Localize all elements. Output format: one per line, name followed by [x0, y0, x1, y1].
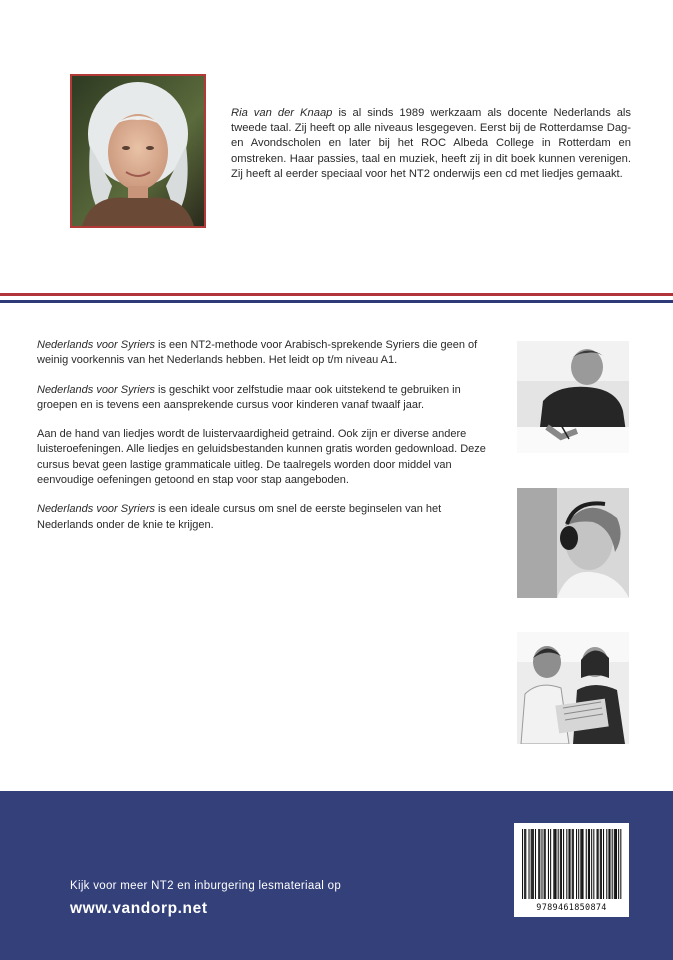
barcode-bar — [593, 829, 594, 899]
barcode-bar — [586, 829, 587, 899]
barcode-bar — [538, 829, 539, 899]
barcode-bar — [560, 829, 561, 899]
divider-blue-stripe — [0, 300, 673, 303]
footer-website-link[interactable]: www.vandorp.net — [70, 900, 208, 917]
barcode-bar — [578, 829, 579, 899]
description-paragraph-1 — [37, 338, 492, 369]
author-name: Ria van der Knaap — [231, 107, 333, 119]
barcode-bar — [618, 829, 619, 899]
barcode-bar — [541, 829, 542, 899]
book-title-1: Nederlands voor Syriers — [37, 339, 155, 351]
barcode-bar — [600, 829, 601, 899]
isbn-number: 9789461850874 — [536, 903, 607, 913]
divider-stripes — [0, 293, 673, 305]
author-bio — [231, 106, 631, 182]
barcode-bar — [566, 829, 567, 899]
barcode-bar — [550, 829, 551, 899]
barcode-bar — [606, 829, 607, 899]
barcode-bar — [555, 829, 556, 899]
barcode-bar — [572, 829, 573, 899]
footer-tagline: Kijk voor meer NT2 en inburgering lesmateriaal op — [70, 880, 342, 892]
barcode-bar — [612, 829, 613, 899]
barcode-bar — [581, 829, 582, 899]
book-title-2: Nederlands voor Syriers — [37, 383, 155, 396]
barcode-bar — [524, 829, 525, 899]
isbn-barcode — [514, 823, 629, 917]
description-text-1: is een NT2-methode voor Arabisch-sprekende Syriers die geen of weinig voorkennis van het Nederlands hebben. Het leidt op t/m niveau A1. — [37, 339, 478, 367]
barcode-bar — [563, 829, 564, 899]
description-paragraph-4 — [37, 502, 492, 533]
book-title-4: Nederlands voor Syriers — [37, 503, 155, 516]
barcode-bar — [525, 829, 526, 899]
barcode-bar — [603, 829, 604, 899]
divider-red-stripe — [0, 293, 673, 296]
barcode-bar — [548, 829, 549, 899]
barcode-bars — [514, 823, 629, 903]
description-text-2: is geschikt voor zelfstudie maar ook uitstekend te gebruiken in groepen en is tevens een aansprekende cursus voor kinderen vanaf twaalf jaar. — [37, 383, 461, 411]
book-description — [37, 338, 492, 547]
barcode-bar — [533, 829, 534, 899]
photo-headphones — [517, 488, 629, 598]
barcode-bar — [528, 829, 529, 899]
barcode-bar — [608, 829, 609, 899]
barcode-bar — [616, 829, 617, 899]
barcode-bar — [554, 829, 555, 899]
barcode-bar — [553, 829, 554, 899]
barcode-bar — [539, 829, 540, 899]
barcode-bar — [614, 829, 615, 899]
barcode-bar — [620, 829, 621, 899]
barcode-bar — [582, 829, 583, 899]
barcode-bar — [573, 829, 574, 899]
barcode-bar — [570, 829, 571, 899]
description-paragraph-3 — [37, 427, 492, 488]
barcode-bar — [580, 829, 581, 899]
description-text-4: is een ideale cursus om snel de eerste beginselen van het Nederlands onder de knie te krijgen. — [37, 503, 442, 531]
description-text-3: Aan de hand van liedjes wordt de luistervaardigheid getraind. Ook zijn er diverse andere luisteroefeningen. Alle liedjes en geluidsbestanden kunnen gratis worden gedownload. Deze cursus bevat geen lastige grammaticale uitleg. De taalregels worden door middel van eenvoudige oefeningen getoond en stap voor stap aangeboden. — [37, 428, 486, 487]
barcode-bar — [597, 829, 598, 899]
barcode-bar — [588, 829, 589, 899]
barcode-bar — [591, 829, 592, 899]
barcode-bar — [609, 829, 610, 899]
barcode-bar — [561, 829, 562, 899]
barcode-bar — [532, 829, 533, 899]
barcode-bar — [535, 829, 536, 899]
barcode-bar — [545, 829, 546, 899]
photo-student-writing — [517, 341, 629, 453]
barcode-bar — [522, 829, 523, 899]
barcode-bar — [598, 829, 599, 899]
barcode-bar — [558, 829, 559, 899]
author-bio-text: is al sinds 1989 werkzaam als docente Nederlands als tweede taal. Zij heeft op alle niveaus lesgegeven. Eerst bij de Rotterdamse Dag-en Avondscholen en later bij het ROC Albeda College in Rotterdam en omstreken. Haar passies, taal en muziek, heeft zij in dit boek kunnen verenigen. Zij heeft al eerder speciaal voor het NT2 onderwijs een cd met liedjes gemaakt. — [231, 107, 632, 180]
barcode-bar — [615, 829, 616, 899]
barcode-bar — [576, 829, 577, 899]
barcode-bar — [589, 829, 590, 899]
footer-band — [0, 791, 673, 960]
barcode-bar — [601, 829, 602, 899]
author-portrait-image — [72, 76, 204, 226]
author-photo — [70, 74, 206, 228]
barcode-bar — [544, 829, 545, 899]
photo-students-reading — [517, 632, 629, 744]
description-paragraph-2 — [37, 383, 492, 414]
barcode-bar — [531, 829, 532, 899]
barcode-bar — [568, 829, 569, 899]
